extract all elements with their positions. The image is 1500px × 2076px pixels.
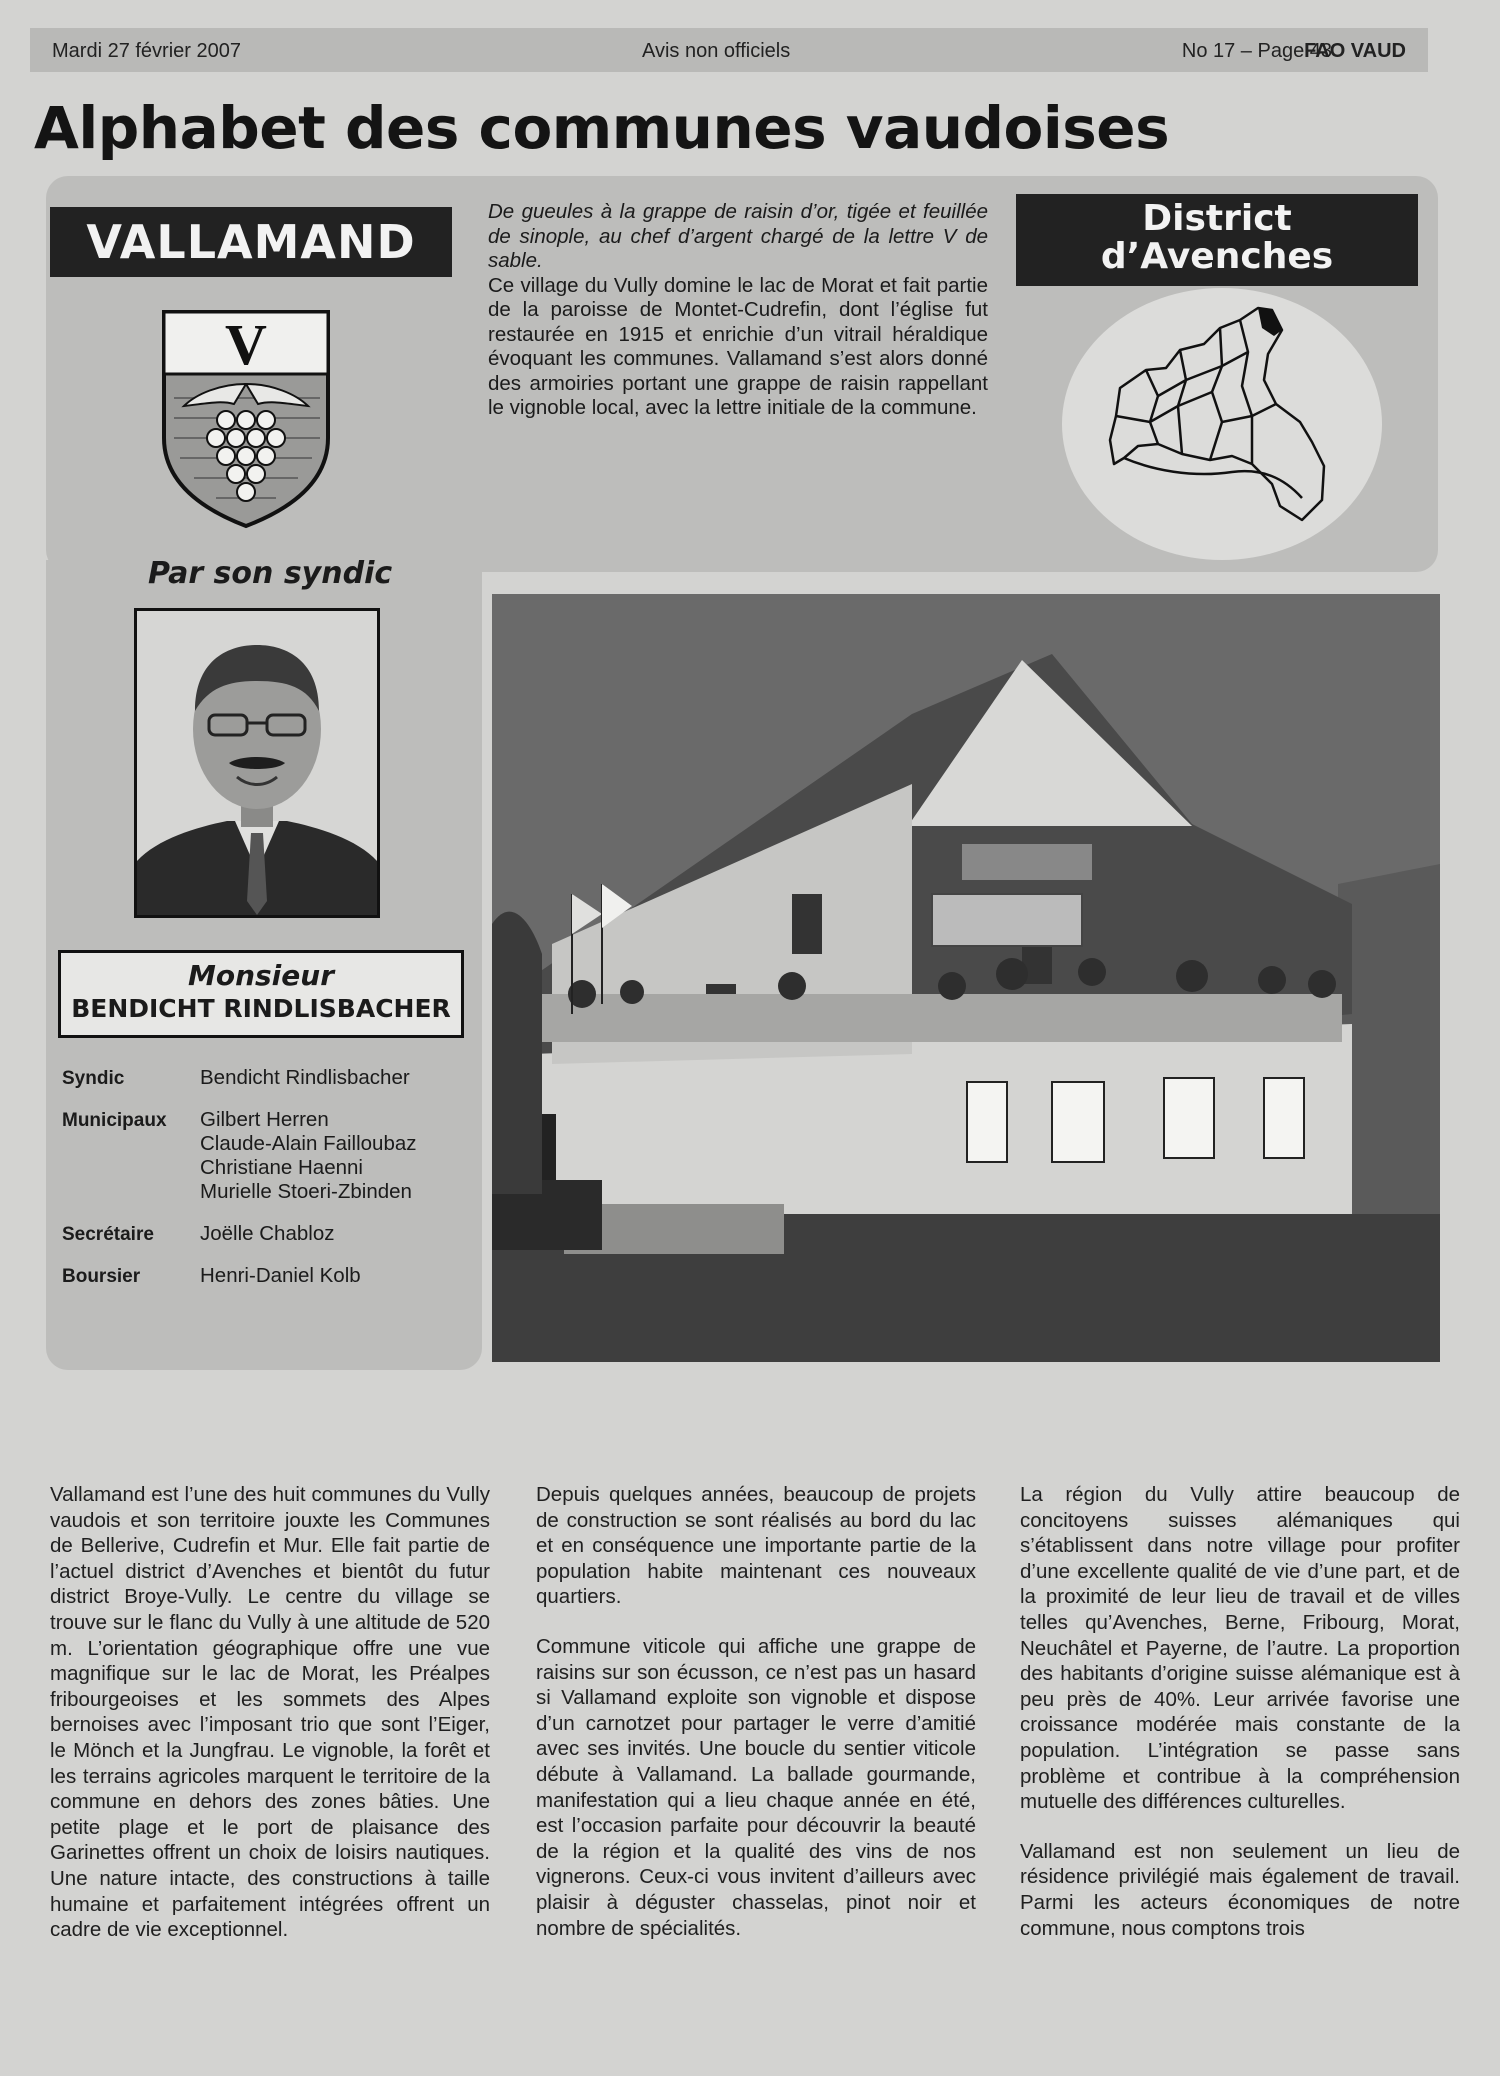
district-banner	[1016, 194, 1418, 286]
official-name: Joëlle Chabloz	[200, 1222, 335, 1245]
district-name: d’Avenches	[1100, 236, 1334, 277]
syndic-name-box	[58, 950, 464, 1038]
section-label: Avis non officiels	[642, 40, 791, 62]
official-role: Syndic	[62, 1068, 125, 1089]
issue-number: No 17 – Page 43	[1181, 40, 1332, 62]
article-column-1	[50, 1482, 490, 1967]
portrait-image	[137, 611, 377, 915]
official-row-municipaux	[62, 1108, 472, 1204]
official-row-secretaire	[62, 1222, 472, 1246]
article-column-3	[1020, 1482, 1460, 1965]
shield-letter: V	[225, 312, 267, 377]
official-name: Claude-Alain Failloubaz	[200, 1132, 417, 1155]
official-name: Henri-Daniel Kolb	[200, 1264, 361, 1287]
publication-name: FAO VAUD	[1304, 40, 1406, 62]
coat-of-arms-icon	[160, 308, 332, 530]
article-column-2	[536, 1482, 976, 1965]
town-hall-image	[492, 594, 1440, 1362]
commune-history: Ce village du Vully domine le lac de Morat et fait partie de la paroisse de Montet-Cudrefin, dont l’église fut restaurée en 1915 et enrichie d’un vitrail héraldique évoquant les communes. Vallamand s’est alors donné des armoiries portant une grappe de raisin rappellant le vignoble local, avec la lettre initiale de la commune.	[488, 273, 988, 419]
official-role: Municipaux	[62, 1110, 167, 1131]
district-label: District	[1142, 198, 1292, 239]
syndic-name: BENDICHT RINDLISBACHER	[71, 994, 451, 1023]
article-paragraph: La région du Vully attire beaucoup de concitoyens suisses alémaniques qui s’établissent dans notre village pour profiter d’une excellente qualité de vie d’une part, et de la proximité de leur lieu de travail et de villes telles qu’Avenches, Berne, Fribourg, Morat, Neuchâtel et Payerne, de l’autre. La proportion des habitants d’origine suisse alémanique est à peu près de 40%. Leur arrivée favorise une croissance modérée mais constante de la population. L’intégration se passe sans problème et contribue à la compréhension mutuelle des différences culturelles.	[1020, 1483, 1460, 1814]
article-paragraph: Vallamand est l’une des huit communes du Vully vaudois et son territoire jouxte les Communes de Bellerive, Cudrefin et Mur. Elle fait partie de l’actuel district d’Avenches et bientôt du futur district Broye-Vully. Le centre du village se trouve sur le flanc du Vully à une altitude de 520 m. L’orientation géographique offre une vue magnifique sur le lac de Morat, les Préalpes fribourgeoises et les sommets des Alpes bernoises avec l’imposant trio que sont l’Eiger, le Mönch et la Jungfrau. Le vignoble, la forêt et les terrains agricoles marquent le territoire de la commune en dehors des zones bâties. Une petite plage et le port de plaisance des Garinettes offrent un choix de loisirs nautiques. Une nature intacte, des constructions à taille humaine et parfaitement intégrées offrent un cadre de vie exceptionnel.	[50, 1483, 490, 1942]
town-hall-photo	[492, 594, 1440, 1362]
blazon-text-block	[488, 200, 988, 421]
header-bar	[30, 28, 1428, 72]
blazon-description: De gueules à la grappe de raisin d’or, tigée et feuillée de sinople, au chef d’argent chargé de la lettre V de sable.	[488, 200, 988, 272]
official-row-syndic	[62, 1066, 472, 1090]
official-role: Boursier	[62, 1266, 141, 1287]
article-paragraph: Vallamand est non seulement un lieu de résidence privilégié mais également de travail. Parmi les acteurs économiques de notre commune, nous comptons trois	[1020, 1839, 1460, 1940]
article-paragraph: Commune viticole qui affiche une grappe de raisins sur son écusson, ce n’est pas un hasard si Vallamand exploite son vignoble et dispose d’un carnotzet pour partager le verre d’amitié avec ses invités. Une boucle du sentier viticole débute à Vallamand. La ballade gourmande, manifestation qui a lieu chaque année en été, est l’occasion parfaite pour découvrir la beauté de la région et la qualité des vins de nos vignerons. Ceux-ci vous invitent d’ailleurs avec plaisir à déguster chasselas, pinot noir et nombre de spécialités.	[536, 1634, 976, 1940]
issue-date: Mardi 27 février 2007	[52, 40, 241, 62]
district-map-icon	[1062, 288, 1388, 564]
official-name: Bendicht Rindlisbacher	[200, 1066, 410, 1089]
syndic-heading: Par son syndic	[148, 556, 393, 591]
official-role: Secrétaire	[62, 1224, 154, 1245]
syndic-portrait	[134, 608, 380, 918]
official-row-boursier	[62, 1264, 472, 1288]
page-title: Alphabet des communes vaudoises	[34, 94, 1170, 162]
commune-name-banner: VALLAMAND	[50, 207, 452, 277]
official-name: Christiane Haenni	[200, 1156, 363, 1179]
official-name: Gilbert Herren	[200, 1108, 329, 1131]
officials-list	[62, 1066, 472, 1306]
article-paragraph: Depuis quelques années, beaucoup de projets de construction se sont réalisés au bord du lac et en conséquence une importante partie de la population habite maintenant ces nouveaux quartiers.	[536, 1483, 976, 1609]
syndic-title: Monsieur	[187, 959, 335, 992]
official-name: Murielle Stoeri-Zbinden	[200, 1180, 412, 1203]
